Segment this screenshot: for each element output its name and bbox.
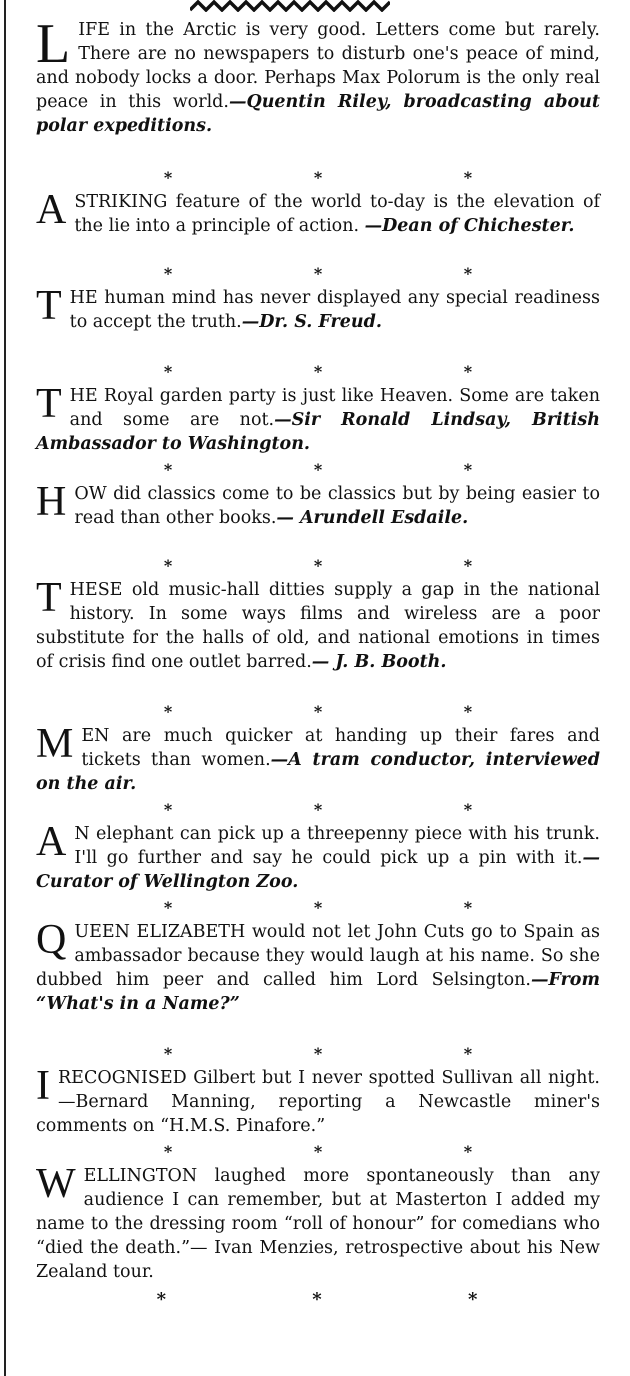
drop-cap: L [36, 13, 71, 75]
separator-stars: * * * [163, 264, 541, 283]
quote-text: RECOGNISED Gilbert but I never spotted Sullivan all night.—Bernard Manning, reporting a Newcastle miner's comments on “H.M.S. Pinafore.” [36, 1068, 600, 1136]
quote-attribution: —Curator of Wellington Zoo. [36, 848, 600, 892]
quote-text: ELLINGTON laughed more spontaneously than any audience I can remember, but at Masterton I added my name to the dressing room “roll of honour” for comedians who “died the death.”— Ivan Menzies, retrospective about his New Zealand tour. [36, 1166, 600, 1282]
quote-text: STRIKING feature of the world to-day is the elevation of the lie into a principle of action. [74, 192, 600, 236]
quote-item [36, 575, 600, 698]
separator-stars: * * * [163, 1142, 541, 1161]
separator-stars: * * * [156, 1289, 548, 1310]
quote-item [36, 13, 600, 164]
quote-text: OW did classics come to be classics but by being easier to read than other books. [74, 484, 600, 528]
quote-attribution: —Quentin Riley, broadcasting about polar expeditions. [36, 92, 600, 136]
quote-item [36, 1161, 600, 1286]
drop-cap: T [36, 575, 62, 621]
drop-cap: H [36, 479, 67, 525]
separator-stars: * * * [163, 556, 541, 575]
quote-text: HESE old music-hall ditties supply a gap in the national history. In some ways films and wireless are a poor substitute for the halls of old, and national emotions in times of crisis find one outlet barred. [36, 580, 600, 672]
quote-text: EN are much quicker at handing up their fares and tickets than women. [81, 726, 600, 770]
drop-cap: T [36, 381, 62, 427]
drop-cap: M [36, 721, 74, 767]
separator-stars: * * * [163, 460, 541, 479]
quote-text: N elephant can pick up a threepenny piece with his trunk. I'll go further and say he could pick up a pin with it. [74, 824, 600, 868]
quote-item [36, 819, 600, 894]
quote-attribution: —A tram conductor, interviewed on the air. [36, 750, 601, 794]
separator-stars: * * * [163, 168, 541, 187]
drop-cap: A [36, 187, 67, 233]
quote-text: HE human mind has never displayed any special readiness to accept the truth. [69, 288, 600, 332]
quote-text: IFE in the Arctic is very good. Letters come but rarely. There are no newspapers to disturb one's peace of mind, and nobody locks a door. Perhaps Max Polorum is the only real peace in this world. [36, 20, 600, 112]
quote-item [36, 479, 600, 552]
separator-stars: * * * [163, 702, 541, 721]
quote-attribution: —Sir Ronald Lindsay, British Ambassador to Washington. [36, 410, 601, 454]
quote-attribution: —Dr. S. Freud. [241, 312, 382, 332]
separator-stars: * * * [163, 898, 541, 917]
column-rule [4, 0, 6, 1376]
separator-stars: * * * [163, 800, 541, 819]
separator-stars: * * * [163, 362, 541, 381]
separator-stars: * * * [163, 1044, 541, 1063]
quote-text: UEEN ELIZABETH would not let John Cuts go to Spain as ambassador because they would laugh at his name. So she dubbed him peer and called him Lord Selsington. [36, 922, 600, 990]
quote-item [36, 283, 600, 358]
quote-item [36, 1063, 600, 1138]
quote-item [36, 187, 600, 260]
drop-cap: A [36, 819, 67, 865]
drop-cap: W [36, 1161, 76, 1207]
drop-cap: Q [36, 917, 67, 963]
decorative-zigzag-border [190, 0, 390, 12]
quotes-column [36, 13, 601, 1312]
drop-cap: I [36, 1063, 50, 1109]
quote-item [36, 721, 601, 796]
quote-item [36, 917, 600, 1040]
quote-attribution: — J. B. Booth. [311, 652, 447, 672]
quote-attribution: —From “What's in a Name?” [36, 970, 600, 1014]
quote-attribution: — Arundell Esdaile. [276, 508, 469, 528]
quote-text: HE Royal garden party is just like Heaven. Some are taken and some are not. [69, 386, 600, 430]
drop-cap: T [36, 283, 62, 329]
quote-attribution: —Dean of Chichester. [364, 216, 575, 236]
quote-item [36, 381, 601, 456]
